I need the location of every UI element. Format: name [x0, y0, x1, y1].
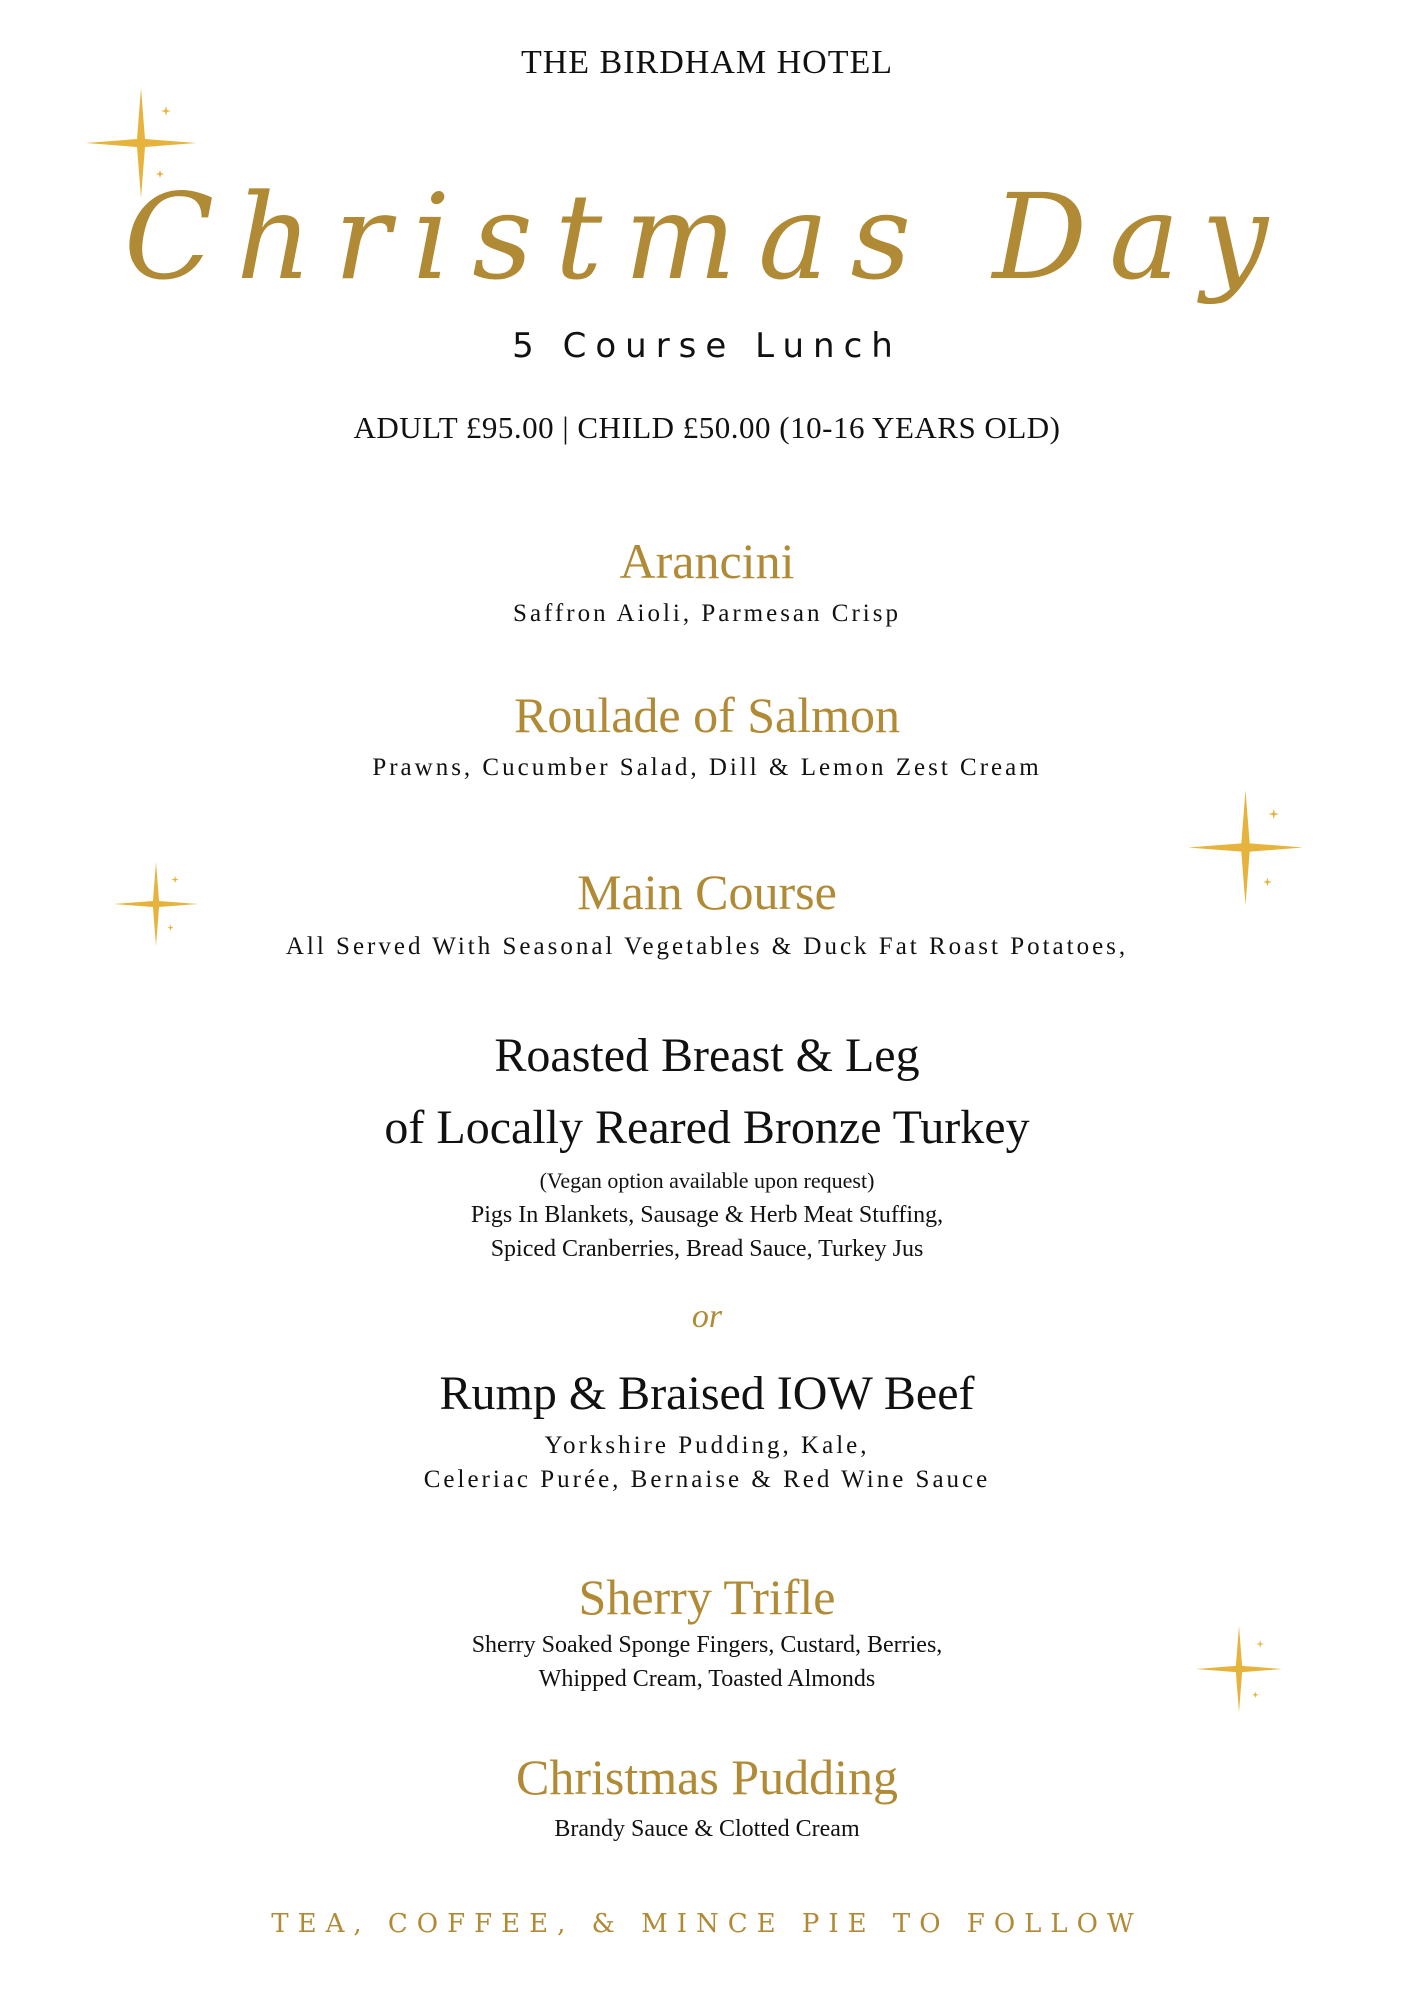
course-title-main: Main Course: [577, 864, 837, 920]
course-title-salmon: Roulade of Salmon: [513, 687, 901, 743]
course-desc-trifle-line1: Sherry Soaked Sponge Fingers, Custard, Berries,: [471, 1632, 943, 1658]
course-desc-trifle-line2: Whipped Cream, Toasted Almonds: [538, 1666, 876, 1692]
dish-title-beef: Rump & Braised IOW Beef: [439, 1367, 975, 1420]
course-title-pudding: Christmas Pudding: [516, 1749, 898, 1805]
course-title-arancini: Arancini: [619, 533, 795, 589]
dish-desc-turkey-line2: Spiced Cranberries, Bread Sauce, Turkey Jus: [490, 1236, 924, 1262]
course-desc-main: All Served With Seasonal Vegetables & Duck Fat Roast Potatoes,: [285, 933, 1129, 960]
course-title-trifle: Sherry Trifle: [578, 1569, 836, 1625]
dish-title-turkey-line2: of Locally Reared Bronze Turkey: [384, 1101, 1030, 1154]
hotel-name: THE BIRDHAM HOTEL: [520, 44, 894, 81]
or-divider: or: [691, 1298, 723, 1335]
course-desc-pudding: Brandy Sauce & Clotted Cream: [554, 1816, 860, 1842]
dish-desc-beef-line2: Celeriac Purée, Bernaise & Red Wine Sauce: [423, 1466, 991, 1493]
pricing: ADULT £95.00 | CHILD £50.00 (10-16 YEARS OLD): [353, 410, 1061, 445]
dish-desc-beef-line1: Yorkshire Pudding, Kale,: [544, 1432, 870, 1459]
course-desc-arancini: Saffron Aioli, Parmesan Crisp: [513, 600, 901, 627]
dish-desc-turkey-line1: Pigs In Blankets, Sausage & Herb Meat Stuffing,: [470, 1202, 944, 1228]
menu-subtitle: 5 Course Lunch: [512, 326, 902, 366]
dish-title-turkey-line1: Roasted Breast & Leg: [494, 1029, 920, 1082]
course-desc-salmon: Prawns, Cucumber Salad, Dill & Lemon Zest Cream: [372, 754, 1042, 781]
page-title: Christmas Day: [123, 168, 1291, 306]
vegan-note: (Vegan option available upon request): [539, 1168, 875, 1193]
footer-note: TEA, COFFEE, & MINCE PIE TO FOLLOW: [271, 1909, 1143, 1939]
